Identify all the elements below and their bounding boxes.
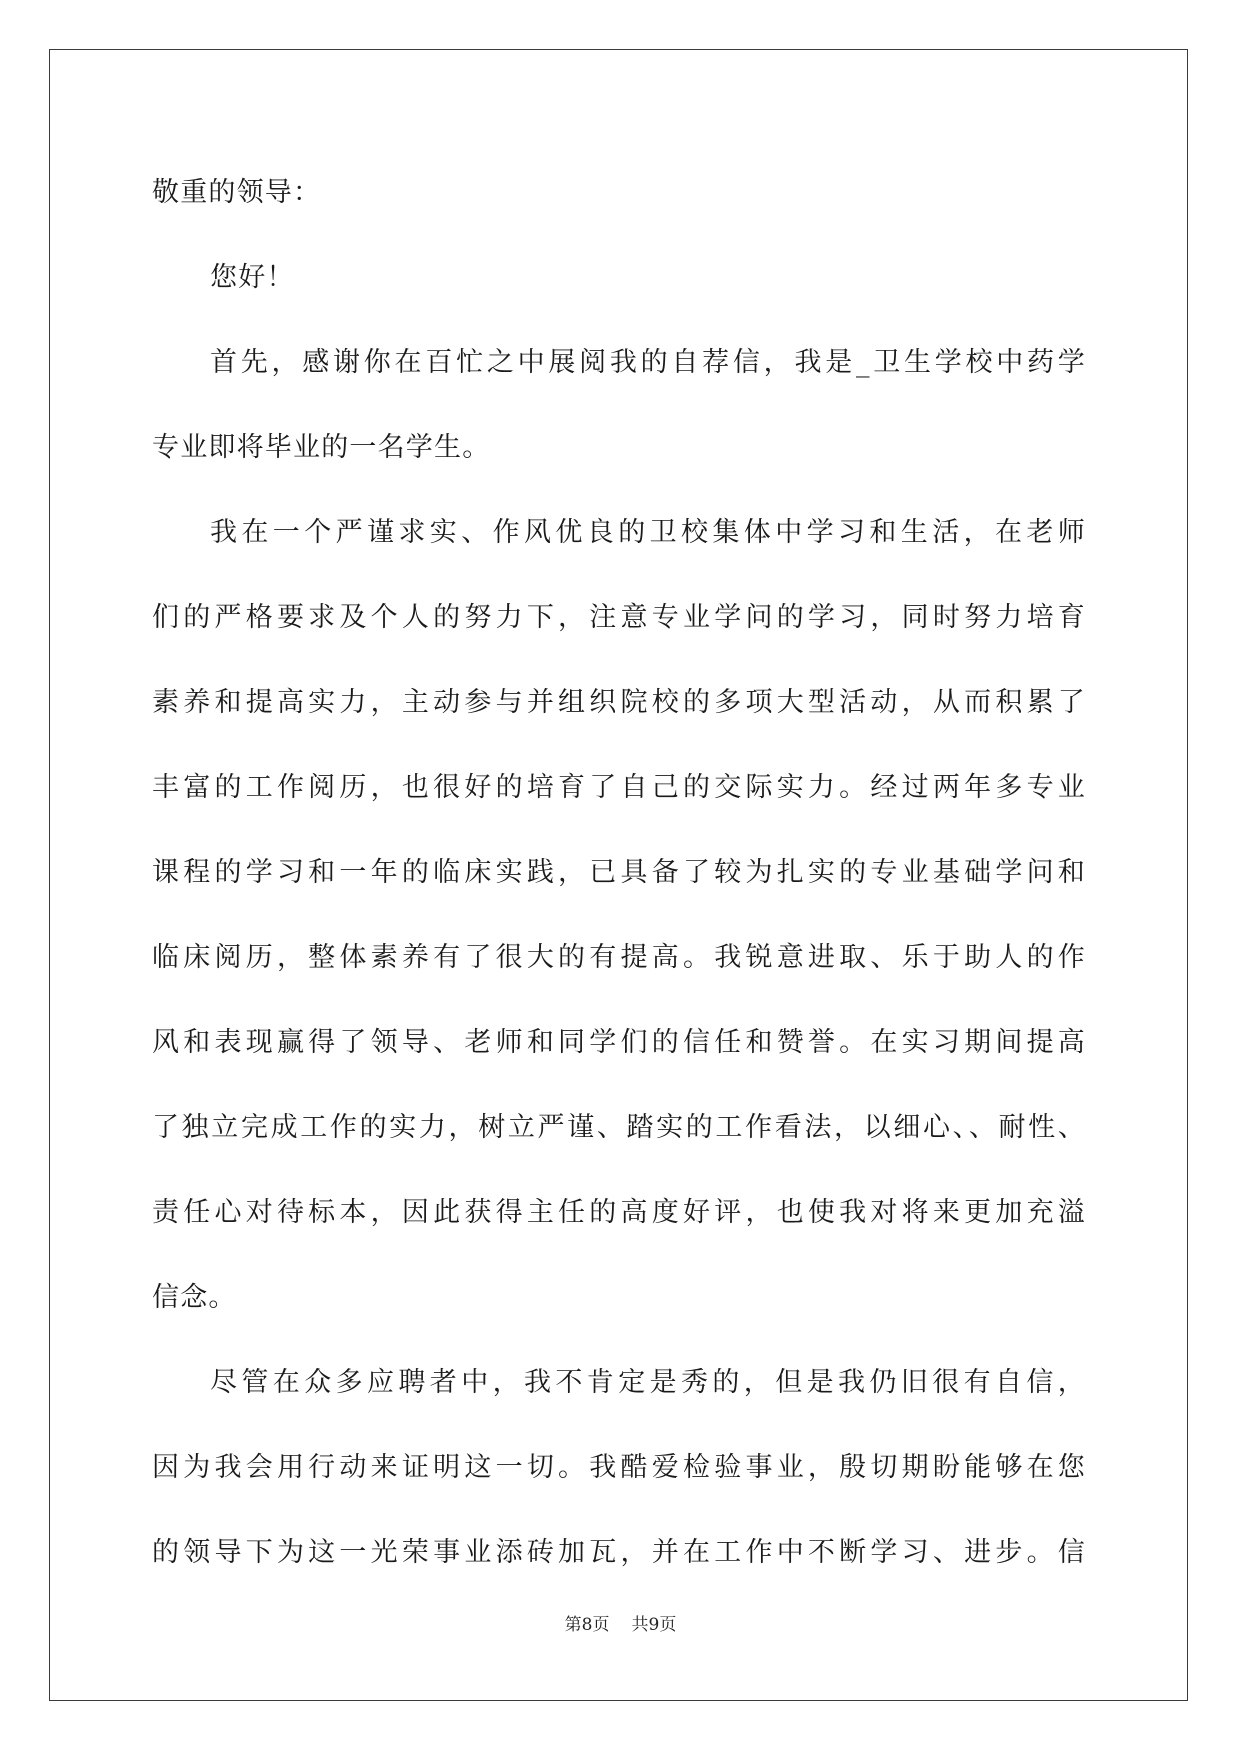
text-line: 临床阅历，整体素养有了很大的有提高。我锐意进取、乐于助人的作 (152, 942, 1086, 973)
text-line: 风和表现赢得了领导、老师和同学们的信任和赞誉。在实习期间提高 (152, 1027, 1086, 1058)
text-line: 素养和提高实力，主动参与并组织院校的多项大型活动，从而积累了 (152, 687, 1086, 718)
text-line: 了独立完成工作的实力，树立严谨、踏实的工作看法，以细心、、耐性、 (152, 1112, 1086, 1143)
letter-body (152, 150, 1086, 1595)
text-line: 丰富的工作阅历，也很好的培育了自己的交际实力。经过两年多专业 (152, 772, 1086, 803)
text-line: 首先，感谢你在百忙之中展阅我的自荐信，我是_卫生学校中药学 (210, 347, 1086, 378)
text-line: 信念。 (152, 1282, 237, 1313)
text-line: 因为我会用行动来证明这一切。我酷爱检验事业，殷切期盼能够在您 (152, 1452, 1086, 1483)
text-line: 您好！ (210, 262, 295, 293)
text-line: 的领导下为这一光荣事业添砖加瓦，并在工作中不断学习、进步。信 (152, 1537, 1086, 1568)
page-total: 共9页 (631, 1615, 677, 1635)
text-line: 尽管在众多应聘者中，我不肯定是秀的，但是我仍旧很有自信， (210, 1367, 1086, 1398)
text-line: 责任心对待标本，因此获得主任的高度好评，也使我对将来更加充溢 (152, 1197, 1086, 1228)
text-line: 敬重的领导： (152, 177, 322, 208)
text-line: 我在一个严谨求实、作风优良的卫校集体中学习和生活，在老师 (210, 517, 1086, 548)
page-number: 第8页 (564, 1615, 610, 1635)
text-line: 们的严格要求及个人的努力下，注意专业学问的学习，同时努力培育 (152, 602, 1086, 633)
text-line: 专业即将毕业的一名学生。 (152, 432, 491, 463)
page-footer (0, 1610, 1241, 1635)
text-line: 课程的学习和一年的临床实践，已具备了较为扎实的专业基础学问和 (152, 857, 1086, 888)
